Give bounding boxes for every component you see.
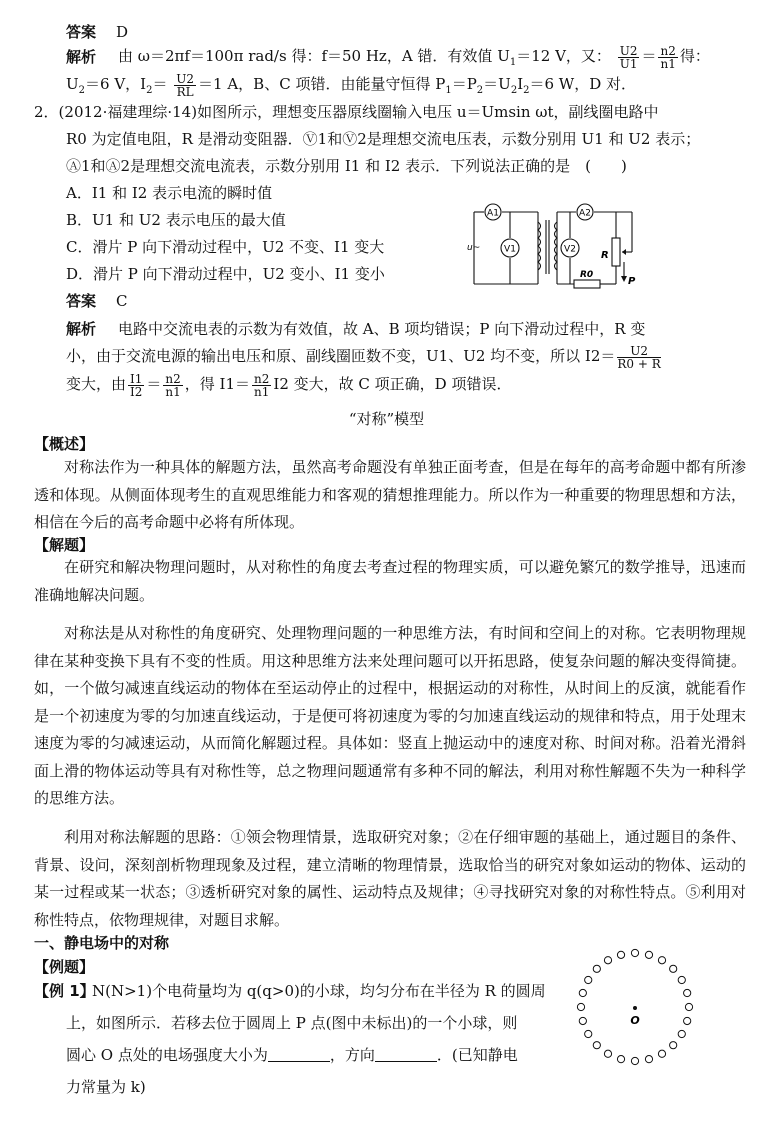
voltmeter-v1-label: V1 bbox=[504, 244, 516, 255]
charge-ball bbox=[684, 1017, 691, 1024]
charge-ball bbox=[678, 1030, 685, 1037]
section-title: “对称”模型 bbox=[348, 410, 425, 428]
charge-ball bbox=[579, 989, 586, 996]
charge-ball bbox=[593, 965, 600, 972]
frac-i1-i2: $\frac{I1}{I2}$ bbox=[130, 371, 143, 399]
solve-text: 在研究和解决物理问题时，从对称性的角度去考查过程的物理实质，可以避免繁冗的数学推导，迅速而准确地解决问题。 bbox=[34, 558, 746, 604]
charge-ball bbox=[645, 1056, 652, 1063]
charge-ball bbox=[631, 1057, 638, 1064]
charge-ball bbox=[604, 957, 611, 964]
analysis2-line3: 变大，由 $\frac{I1}{I2}$ ＝ $\frac{n2}{n1}$ ，得 I1＝ $\frac{n2}{n1}$ I2 变大，故 C 项正确，D 项错误． bbox=[66, 371, 512, 399]
analysis1-label: 解析 bbox=[66, 48, 97, 66]
transformer-circuit-diagram bbox=[466, 200, 646, 296]
section1-heading: 一、静电场中的对称 bbox=[34, 934, 170, 952]
charge-ring-diagram bbox=[575, 945, 695, 1069]
resistor-r-label: R bbox=[601, 250, 609, 261]
ammeter-a2-label: A2 bbox=[579, 208, 591, 219]
frac-u2-rl: $\frac{U2}{RL}$ bbox=[176, 71, 195, 99]
frac-n2-n1-b: $\frac{n2}{n1}$ bbox=[165, 371, 181, 399]
source-u-label: u~ bbox=[467, 243, 481, 253]
charge-ball bbox=[658, 1050, 665, 1057]
center-point bbox=[633, 1006, 637, 1010]
analysis1-line2: $U_2=6$ V，$I_2=$ $\frac{U2}{RL}$ ＝1 A，B、C 项错．由能量守恒得 $P_1=P_2=U_2I_2=6$ W，D 对． bbox=[66, 71, 637, 99]
example1-line1: N(N>1)个电荷量均为 q(q>0)的小球，均匀分布在半径为 R 的圆周 bbox=[92, 982, 546, 1000]
charge-ball bbox=[685, 1003, 692, 1010]
answer-blank-magnitude bbox=[268, 1047, 330, 1062]
slider-p-label: P bbox=[628, 276, 636, 287]
symmetry-method-paragraph: 对称法是从对称性的角度研究、处理物理问题的一种思维方法，有时间和空间上的对称。它表明物理规律在某种变换下具有不变的性质。用这种思维方法来处理问题可以开拓思路，使复杂问题的解决变得简捷。如，一个做匀减速直线运动的物体在至运动停止的过程中，根据运动的对称性，从时间上的反演，就能看作是一个初速度为零的匀加速直线运动，于是便可将初速度为零的匀加速直线运动的规律和特点，用于处理末速度为零的匀减速运动，从而简化解题过程。具体如：竖直上抛运动中的速度对称、时间对称。沿着光滑斜面上滑的物体运动等具有对称性等，总之物理问题通常有多种不同的解法，利用对称性解题不失为一种科学的思维方法。 bbox=[34, 624, 746, 807]
charge-ball bbox=[678, 976, 685, 983]
center-o-label: O bbox=[630, 1014, 640, 1027]
question2-line2: R0 为定值电阻，R 是滑动变阻器．Ⓥ1和Ⓥ2是理想交流电压表，示数分别用 U1 和 U2 表示； bbox=[66, 130, 701, 148]
charge-ball bbox=[645, 951, 652, 958]
frac-i2: $\frac{U2}{R0 + R}$ bbox=[617, 343, 661, 371]
answer2-value: C bbox=[116, 292, 128, 310]
answer2-label: 答案 bbox=[66, 292, 97, 310]
charge-ball bbox=[577, 1003, 584, 1010]
analysis2-label: 解析 bbox=[66, 320, 97, 338]
option-a: A．I1 和 I2 表示电流的瞬时值 bbox=[66, 184, 273, 202]
answer1-label: 答案 bbox=[66, 23, 97, 41]
charge-ball bbox=[593, 1042, 600, 1049]
analysis1-line1: 由 ω＝2πf＝100π rad/s 得：f＝50 Hz，A 错．有效值 $U_1=12$ V，又： $\frac{U2}{U1}$ ＝ $\frac{n2}{n1}$ 得： bbox=[118, 43, 710, 71]
frac-n2-n1-c: $\frac{n2}{n1}$ bbox=[254, 371, 270, 399]
charge-ball bbox=[684, 989, 691, 996]
charge-ball bbox=[670, 1042, 677, 1049]
charge-ball bbox=[579, 1017, 586, 1024]
option-b: B．U1 和 U2 表示电压的最大值 bbox=[66, 211, 286, 229]
voltmeter-v2-label: V2 bbox=[564, 244, 576, 255]
option-d: D．滑片 P 向下滑动过程中，U2 变小、I1 变小 bbox=[66, 265, 385, 283]
overview-heading: 【概述】 bbox=[34, 435, 95, 453]
charge-ball bbox=[631, 949, 638, 956]
resistor-r0-label: R0 bbox=[580, 270, 594, 280]
analysis2-line2: 小，由于交流电源的输出电压和原、副线圈匝数不变，U1、U2 均不变，所以 I2＝ $\frac{U2}{R0 + R}$ bbox=[66, 343, 661, 371]
charge-ball bbox=[585, 976, 592, 983]
example1-label: 【例 1】 bbox=[34, 982, 95, 1000]
example1-line3: 圆心 O 点处的电场强度大小为 ，方向 ．(已知静电 bbox=[66, 1046, 518, 1064]
overview-text: 对称法作为一种具体的解题方法，虽然高考命题没有单独正面考查，但是在每年的高考命题中都有所渗透和体现。从侧面体现考生的直观思维能力和客观的猜想推理能力。所以作为一种重要的物理思想和方法，相信在今后的高考命题中必将有所体现。 bbox=[34, 458, 746, 531]
charge-ball bbox=[604, 1050, 611, 1057]
charge-ball bbox=[670, 965, 677, 972]
solve-heading: 【解题】 bbox=[34, 536, 95, 554]
frac-u2-u1: $\frac{U2}{U1}$ bbox=[619, 43, 638, 71]
question2-line1: 2．(2012·福建理综·14)如图所示，理想变压器原线圈输入电压 u＝Umsin ωt，副线圈电路中 bbox=[34, 103, 659, 121]
option-c: C．滑片 P 向下滑动过程中，U2 不变、I1 变大 bbox=[66, 238, 385, 256]
analysis2-line1: 电路中交流电表的示数为有效值，故 A、B 项均错误；P 向下滑动过程中，R 变 bbox=[118, 320, 646, 338]
charge-ball bbox=[617, 951, 624, 958]
example-heading: 【例题】 bbox=[34, 958, 95, 976]
example1-line4: 力常量为 k) bbox=[66, 1078, 146, 1096]
solving-steps-paragraph: 利用对称法解题的思路：①领会物理情景，选取研究对象；②在仔细审题的基础上，通过题目的条件、背景、设问，深刻剖析物理现象及过程，建立清晰的物理情景，选取恰当的研究对象如运动的物体、运动的某一过程或某一状态；③透析研究对象的属性、运动特点及规律；④寻找研究对象的对称性特点。⑤利用对称性特点，依物理规律，对题目求解。 bbox=[34, 828, 746, 929]
charge-ball bbox=[585, 1030, 592, 1037]
charge-ball bbox=[658, 957, 665, 964]
frac-n2-n1: $\frac{n2}{n1}$ bbox=[660, 43, 676, 71]
question2-line3: Ⓐ1和Ⓐ2是理想交流电流表，示数分别用 I1 和 I2 表示．下列说法正确的是 ( ) bbox=[66, 157, 627, 175]
answer-blank-direction bbox=[375, 1047, 437, 1062]
answer1-value: D bbox=[116, 23, 129, 41]
example1-line2: 上，如图所示．若移去位于圆周上 P 点(图中未标出)的一个小球，则 bbox=[66, 1014, 518, 1032]
charge-ball bbox=[617, 1056, 624, 1063]
ammeter-a1-label: A1 bbox=[487, 208, 499, 219]
